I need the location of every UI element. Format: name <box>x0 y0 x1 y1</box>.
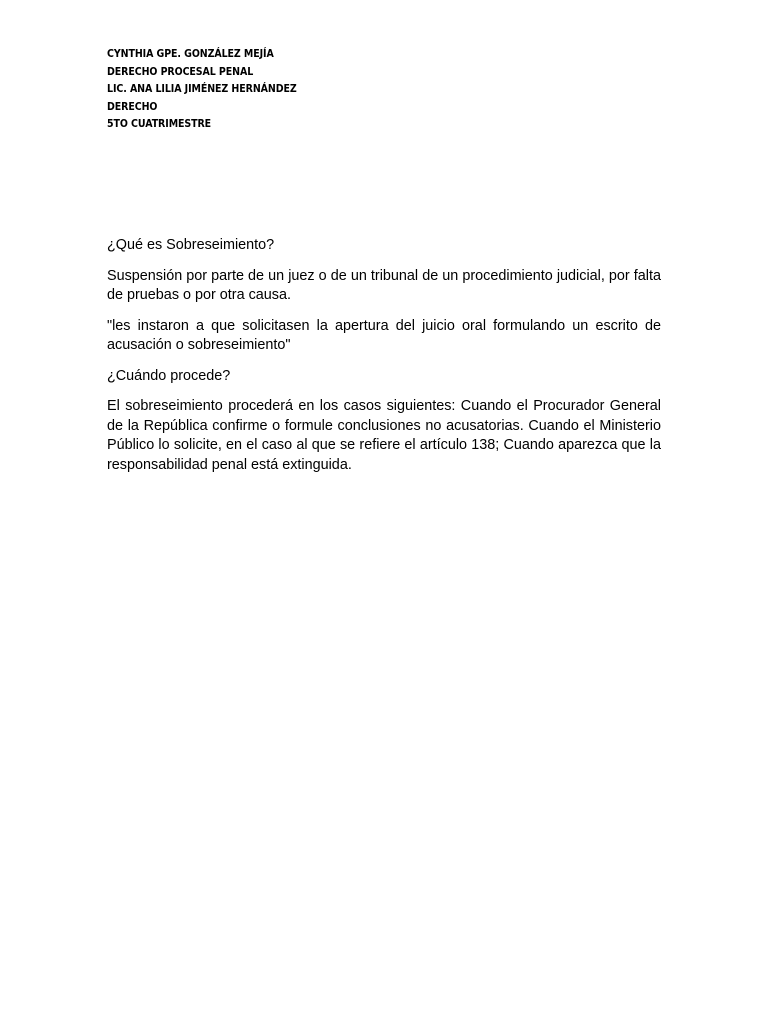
teacher-name: LIC. ANA LILIA JIMÉNEZ HERNÁNDEZ <box>107 82 297 95</box>
answer-paragraph: El sobreseimiento procederá en los casos siguientes: Cuando el Procurador General de la República confirme o formule conclusiones no acusatorias. Cuando el Ministerio Público lo solicite, en el caso al que se refiere el artículo 138; Cuando aparezca que la responsabilidad penal está extinguida. <box>107 398 661 473</box>
term-label: 5TO CUATRIMESTRE <box>107 117 212 130</box>
career-name: DERECHO <box>107 99 158 113</box>
subject-name: DERECHO PROCESAL PENAL <box>107 64 254 78</box>
example-quote-paragraph: "les instaron a que solicitasen la apertura del juicio oral formulando un escrito de acusación o sobreseimiento" <box>107 317 661 353</box>
student-header <box>107 45 297 133</box>
student-name: CYNTHIA GPE. GONZÁLEZ MEJÍA <box>107 47 274 60</box>
question-heading-1: ¿Qué es Sobreseimiento? <box>107 237 275 253</box>
definition-paragraph: Suspensión por parte de un juez o de un tribunal de un procedimiento judicial, por falta de pruebas o por otra causa. <box>107 267 661 303</box>
document-body <box>107 236 661 486</box>
question-heading-2: ¿Cuándo procede? <box>107 367 231 384</box>
